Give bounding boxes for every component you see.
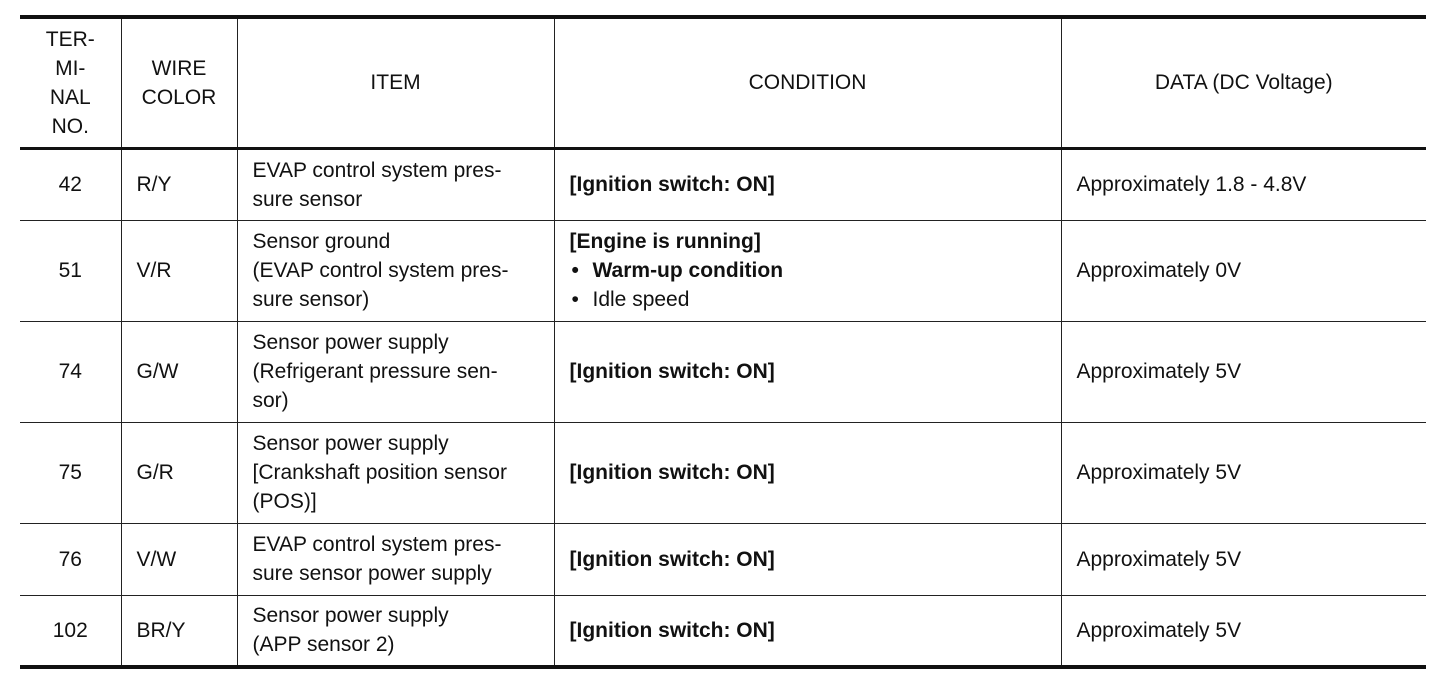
terminal-number: 102 xyxy=(20,595,121,667)
table-body xyxy=(20,148,1426,667)
condition-heading: [Ignition switch: ON] xyxy=(569,547,775,571)
terminal-number: 74 xyxy=(20,321,121,422)
item-line: (APP sensor 2) xyxy=(252,633,395,657)
condition-cell xyxy=(554,148,1061,220)
item-description xyxy=(237,321,554,422)
header-wire-line: WIRE xyxy=(151,56,207,80)
item-line: sor) xyxy=(252,389,289,412)
voltage-data: Approximately 5V xyxy=(1061,595,1426,667)
header-wire-line: COLOR xyxy=(141,85,217,109)
table-row xyxy=(20,321,1426,422)
condition-heading: [Engine is running] xyxy=(569,230,761,253)
item-line: EVAP control system pres- xyxy=(252,533,502,556)
wire-color: G/W xyxy=(121,321,237,422)
wire-color: V/R xyxy=(121,220,237,321)
wire-color: R/Y xyxy=(121,148,237,220)
terminal-number: 42 xyxy=(20,148,121,220)
item-line: Sensor power supply xyxy=(252,432,449,455)
condition-bullet-text: Warm-up condition xyxy=(592,259,784,282)
item-line: sure sensor power supply xyxy=(252,562,492,585)
header-terminal-line: TER- xyxy=(45,27,95,51)
item-description xyxy=(237,595,554,667)
condition-heading: [Ignition switch: ON] xyxy=(569,360,775,383)
terminal-number: 76 xyxy=(20,523,121,595)
item-line: [Crankshaft position sensor xyxy=(252,461,507,484)
condition-heading: [Ignition switch: ON] xyxy=(569,461,775,484)
item-line: (POS)] xyxy=(252,490,317,513)
condition-cell xyxy=(554,595,1061,667)
table-row xyxy=(20,523,1426,595)
wire-color: V/W xyxy=(121,523,237,595)
table-row xyxy=(20,422,1426,523)
item-description xyxy=(237,148,554,220)
condition-cell xyxy=(554,422,1061,523)
table-row xyxy=(20,220,1426,321)
condition-bullet-text: Idle speed xyxy=(592,288,690,311)
condition-heading: [Ignition switch: ON] xyxy=(569,173,775,196)
item-line: sure sensor) xyxy=(252,288,370,311)
voltage-data: Approximately 5V xyxy=(1061,321,1426,422)
condition-heading: [Ignition switch: ON] xyxy=(569,618,775,642)
header-terminal-line: MI- xyxy=(55,56,86,80)
item-line: Sensor power supply xyxy=(252,604,449,628)
wire-color: G/R xyxy=(121,422,237,523)
header-condition: CONDITION xyxy=(554,17,1061,148)
item-line: (Refrigerant pressure sen- xyxy=(252,360,498,383)
item-description xyxy=(237,220,554,321)
condition-cell xyxy=(554,321,1061,422)
item-line: Sensor ground xyxy=(252,230,391,253)
voltage-data: Approximately 0V xyxy=(1061,220,1426,321)
bullet-icon: • xyxy=(571,288,579,311)
table-row xyxy=(20,148,1426,220)
voltage-data: Approximately 5V xyxy=(1061,523,1426,595)
terminal-number: 51 xyxy=(20,220,121,321)
terminal-data-table xyxy=(20,15,1426,669)
header-terminal-line: NAL xyxy=(49,85,91,109)
condition-cell xyxy=(554,220,1061,321)
item-line: (EVAP control system pres- xyxy=(252,259,509,282)
table-header-row xyxy=(20,17,1426,148)
condition-cell xyxy=(554,523,1061,595)
item-description xyxy=(237,422,554,523)
item-line: sure sensor xyxy=(252,187,363,211)
header-terminal-line: NO. xyxy=(51,114,89,138)
wire-color: BR/Y xyxy=(121,595,237,667)
item-line: EVAP control system pres- xyxy=(252,158,502,182)
table-row xyxy=(20,595,1426,667)
terminal-number: 75 xyxy=(20,422,121,523)
condition-bullet xyxy=(570,256,1046,285)
item-line: Sensor power supply xyxy=(252,331,449,354)
header-terminal-no xyxy=(20,17,121,148)
header-item: ITEM xyxy=(237,17,554,148)
voltage-data: Approximately 5V xyxy=(1061,422,1426,523)
item-description xyxy=(237,523,554,595)
voltage-data: Approximately 1.8 - 4.8V xyxy=(1061,148,1426,220)
header-wire-color xyxy=(121,17,237,148)
condition-bullet xyxy=(570,285,1046,314)
header-data: DATA (DC Voltage) xyxy=(1061,17,1426,148)
bullet-icon: • xyxy=(571,259,579,282)
